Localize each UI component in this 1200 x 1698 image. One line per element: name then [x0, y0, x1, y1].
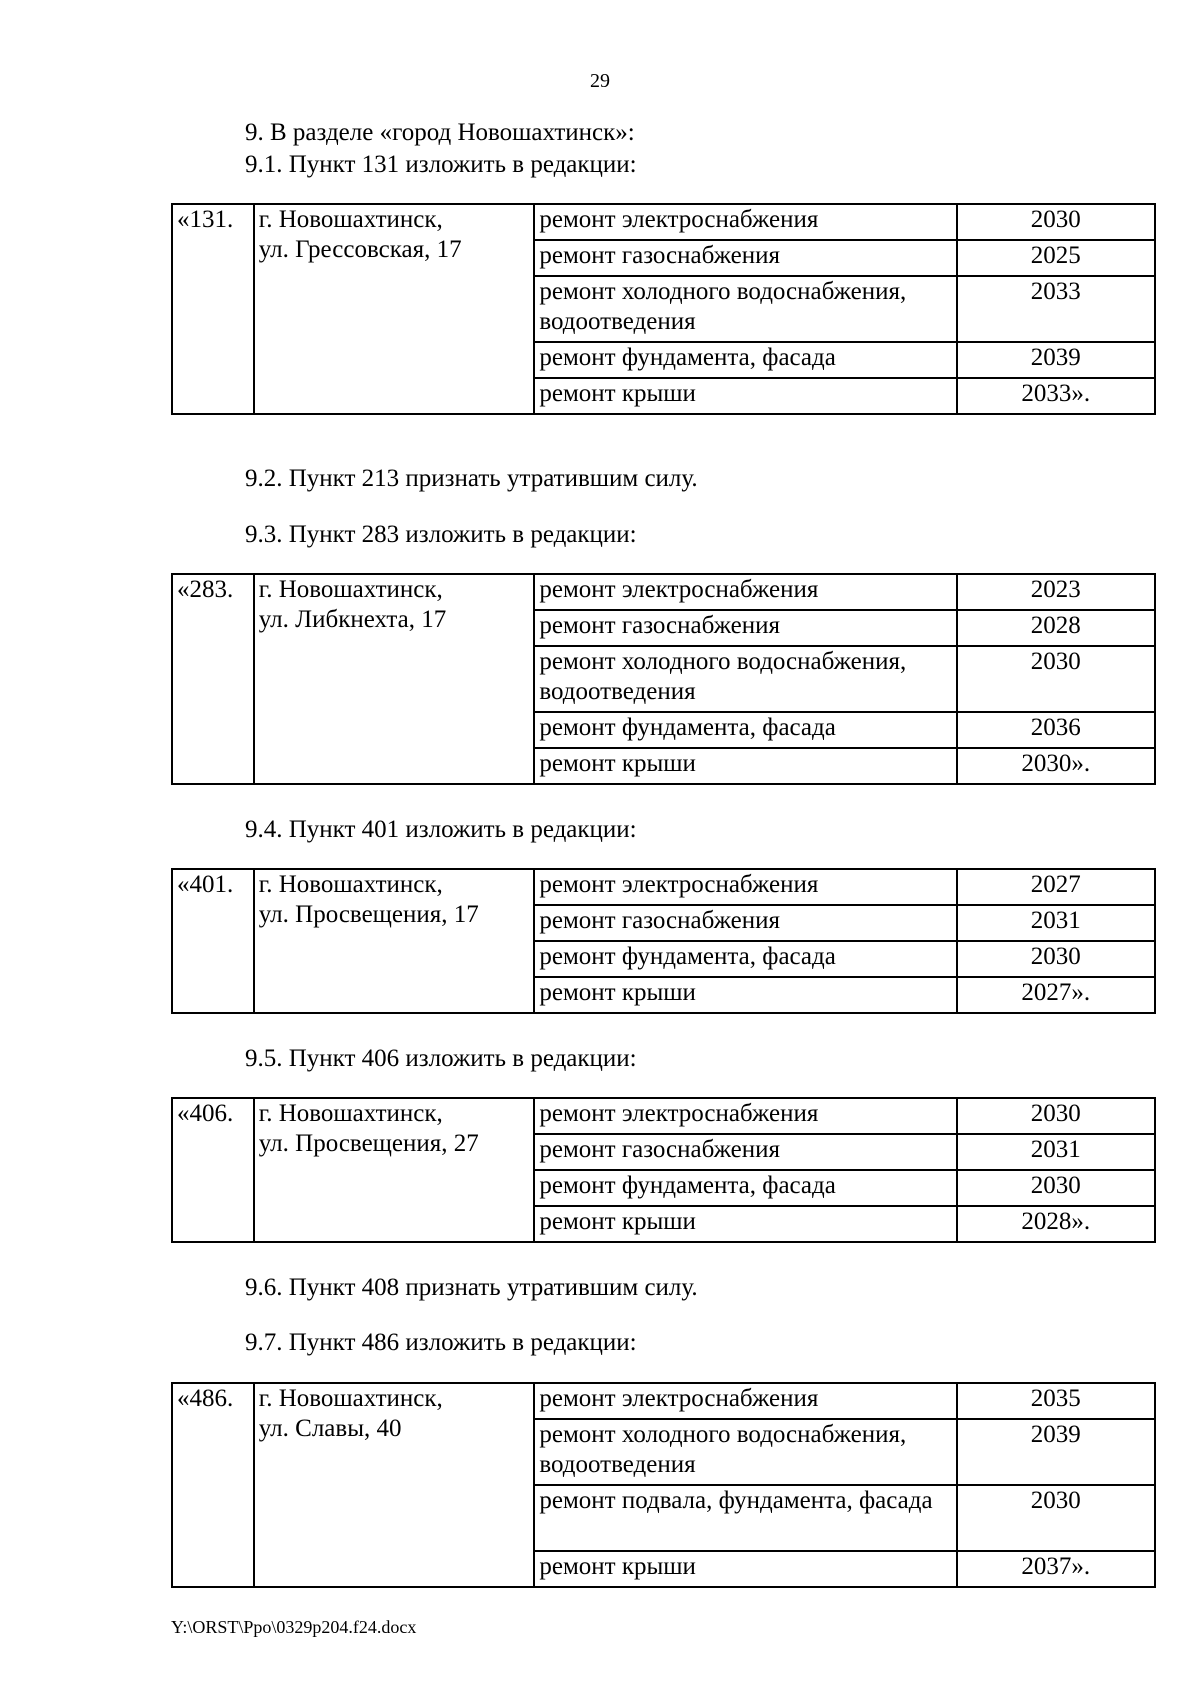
- work-year: 2039: [957, 1419, 1155, 1485]
- paragraph-9-2: 9.2. Пункт 213 признать утратившим силу.: [245, 465, 698, 492]
- work-year: 2027».: [957, 977, 1155, 1013]
- address-cell: [254, 1098, 535, 1242]
- work-type: ремонт крыши: [534, 977, 956, 1013]
- work-year: 2033: [957, 276, 1155, 342]
- work-type: ремонт фундамента, фасада: [534, 1170, 956, 1206]
- work-type: ремонт газоснабжения: [534, 1134, 956, 1170]
- work-type: ремонт фундамента, фасада: [534, 941, 956, 977]
- section-heading: 9. В разделе «город Новошахтинск»:: [245, 119, 635, 146]
- work-year: 2028: [957, 610, 1155, 646]
- work-type: ремонт газоснабжения: [534, 240, 956, 276]
- address-street: ул. Славы, 40: [258, 1415, 402, 1442]
- item-number: «283.: [172, 574, 254, 784]
- address-cell: [254, 574, 535, 784]
- work-type: ремонт электроснабжения: [534, 204, 956, 240]
- work-type: ремонт фундамента, фасада: [534, 712, 956, 748]
- address-street: ул. Просвещения, 17: [258, 901, 479, 928]
- table-item-406: [171, 1097, 1156, 1243]
- work-type: ремонт крыши: [534, 1551, 956, 1587]
- work-type: ремонт электроснабжения: [534, 1098, 956, 1134]
- address-street: ул. Грессовская, 17: [258, 236, 462, 263]
- work-year: 2037».: [957, 1551, 1155, 1587]
- work-year: 2039: [957, 342, 1155, 378]
- table-item-486: [171, 1382, 1156, 1588]
- work-type: ремонт электроснабжения: [534, 869, 956, 905]
- work-type: ремонт подвала, фундамента, фасада: [534, 1485, 956, 1551]
- work-year: 2031: [957, 905, 1155, 941]
- work-type: ремонт газоснабжения: [534, 905, 956, 941]
- paragraph-9-5: 9.5. Пункт 406 изложить в редакции:: [245, 1045, 637, 1072]
- work-year: 2030: [957, 1485, 1155, 1551]
- work-year: 2030: [957, 646, 1155, 712]
- work-year: 2027: [957, 869, 1155, 905]
- address-cell: [254, 869, 535, 1013]
- page-number: 29: [590, 70, 610, 92]
- work-year: 2036: [957, 712, 1155, 748]
- work-year: 2031: [957, 1134, 1155, 1170]
- address-city: г. Новошахтинск,: [258, 871, 443, 898]
- table-item-131: [171, 203, 1156, 415]
- table-item-283: [171, 573, 1156, 785]
- table-item-401: [171, 868, 1156, 1014]
- paragraph-9-3: 9.3. Пункт 283 изложить в редакции:: [245, 521, 637, 548]
- item-number: «401.: [172, 869, 254, 1013]
- item-number: «131.: [172, 204, 254, 414]
- address-city: г. Новошахтинск,: [258, 206, 443, 233]
- address-city: г. Новошахтинск,: [258, 1385, 443, 1412]
- work-year: 2030: [957, 204, 1155, 240]
- work-type: ремонт холодного водоснабжения, водоотведения: [534, 646, 956, 712]
- work-year: 2030: [957, 1170, 1155, 1206]
- paragraph-9-1: 9.1. Пункт 131 изложить в редакции:: [245, 151, 637, 178]
- work-type: ремонт электроснабжения: [534, 574, 956, 610]
- work-type: ремонт электроснабжения: [534, 1383, 956, 1419]
- work-type: ремонт холодного водоснабжения, водоотведения: [534, 276, 956, 342]
- work-year: 2033».: [957, 378, 1155, 414]
- work-year: 2028».: [957, 1206, 1155, 1242]
- address-cell: [254, 1383, 535, 1587]
- file-path-footer: Y:\ORST\Ppo\0329p204.f24.docx: [171, 1617, 417, 1637]
- work-type: ремонт крыши: [534, 1206, 956, 1242]
- address-city: г. Новошахтинск,: [258, 1100, 443, 1127]
- work-type: ремонт фундамента, фасада: [534, 342, 956, 378]
- item-number: «406.: [172, 1098, 254, 1242]
- paragraph-9-6: 9.6. Пункт 408 признать утратившим силу.: [245, 1274, 698, 1301]
- work-year: 2030».: [957, 748, 1155, 784]
- address-street: ул. Либкнехта, 17: [258, 606, 447, 633]
- paragraph-9-7: 9.7. Пункт 486 изложить в редакции:: [245, 1329, 637, 1356]
- work-year: 2023: [957, 574, 1155, 610]
- work-type: ремонт холодного водоснабжения, водоотведения: [534, 1419, 956, 1485]
- work-type: ремонт крыши: [534, 378, 956, 414]
- work-year: 2025: [957, 240, 1155, 276]
- address-city: г. Новошахтинск,: [258, 576, 443, 603]
- item-number: «486.: [172, 1383, 254, 1587]
- paragraph-9-4: 9.4. Пункт 401 изложить в редакции:: [245, 816, 637, 843]
- work-type: ремонт газоснабжения: [534, 610, 956, 646]
- address-cell: [254, 204, 535, 414]
- work-type: ремонт крыши: [534, 748, 956, 784]
- work-year: 2030: [957, 941, 1155, 977]
- work-year: 2030: [957, 1098, 1155, 1134]
- work-year: 2035: [957, 1383, 1155, 1419]
- address-street: ул. Просвещения, 27: [258, 1130, 479, 1157]
